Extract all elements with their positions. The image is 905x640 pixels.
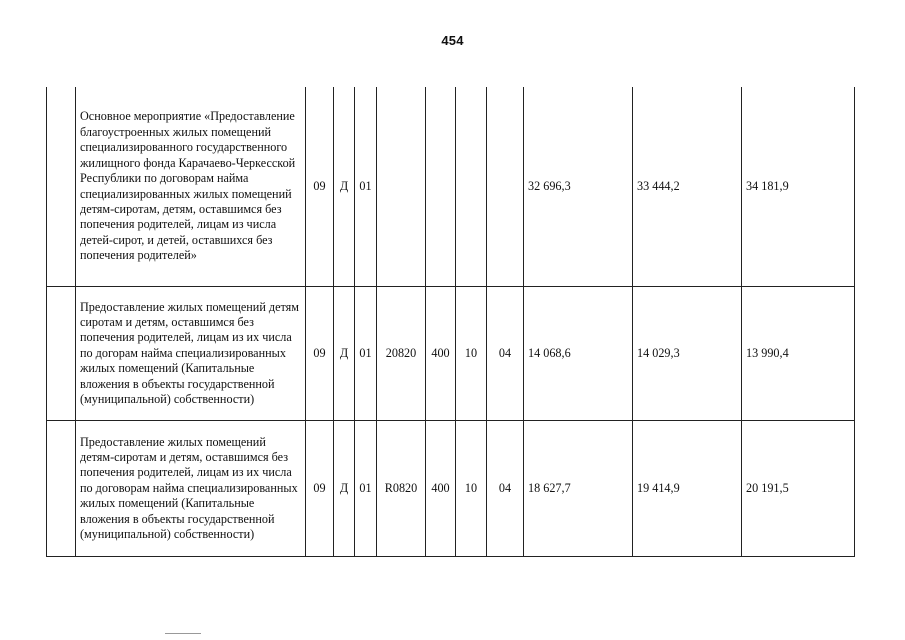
subprogram-code-cell: Д	[334, 87, 355, 287]
amount-year-3-cell: 20 191,5	[742, 421, 855, 557]
table-row	[47, 421, 855, 557]
direction-code-cell	[377, 87, 426, 287]
measure-name-cell: Предоставление жилых помещений детям-сиротам и детям, оставшимся без попечения родителей, лицам из их числа по договорам найма специализированных жилых помещений (Капитальные вложения в объекты государственной (муниципальной) собственности)	[76, 421, 306, 557]
table-row	[47, 87, 855, 287]
section-code-cell: 10	[456, 287, 487, 421]
amount-year-2-cell: 14 029,3	[633, 287, 742, 421]
main-measure-code-cell: 01	[355, 87, 377, 287]
measure-name-cell: Предоставление жилых помещений детям сиротам и детям, оставшимся без попечения родителей, лицам из их числа по догорам найма специализированных жилых помещений (Капитальные вложения в объекты государственной (муниципальной) собственности)	[76, 287, 306, 421]
amount-year-2-cell: 19 414,9	[633, 421, 742, 557]
amount-year-1-cell: 14 068,6	[524, 287, 633, 421]
page-number: 454	[441, 33, 464, 48]
budget-table	[46, 87, 855, 557]
subsection-code-cell: 04	[487, 421, 524, 557]
direction-code-cell: 20820	[377, 287, 426, 421]
blank-cell	[47, 421, 76, 557]
amount-year-1-cell: 32 696,3	[524, 87, 633, 287]
direction-code-cell: R0820	[377, 421, 426, 557]
expense-type-code-cell: 400	[426, 421, 456, 557]
expense-type-code-cell	[426, 87, 456, 287]
amount-year-3-cell: 34 181,9	[742, 87, 855, 287]
grbs-code-cell: 09	[306, 287, 334, 421]
subprogram-code-cell: Д	[334, 287, 355, 421]
amount-year-3-cell: 13 990,4	[742, 287, 855, 421]
grbs-code-cell: 09	[306, 87, 334, 287]
grbs-code-cell: 09	[306, 421, 334, 557]
scan-artifact-line	[165, 633, 201, 634]
amount-year-1-cell: 18 627,7	[524, 421, 633, 557]
main-measure-code-cell: 01	[355, 287, 377, 421]
measure-name-cell: Основное мероприятие «Предоставление благоустроенных жилых помещений специализированного государственного жилищного фонда Карачаево-Черкесской Республики по договорам найма специализированных жилых помещений детям-сиротам, детям, оставшимся без попечения родителей, лицам из числа детей-сирот, и детей, оставшихся без попечения родителей»	[76, 87, 306, 287]
table-row	[47, 287, 855, 421]
blank-cell	[47, 287, 76, 421]
subsection-code-cell: 04	[487, 287, 524, 421]
subsection-code-cell	[487, 87, 524, 287]
blank-cell	[47, 87, 76, 287]
amount-year-2-cell: 33 444,2	[633, 87, 742, 287]
section-code-cell	[456, 87, 487, 287]
main-measure-code-cell: 01	[355, 421, 377, 557]
subprogram-code-cell: Д	[334, 421, 355, 557]
expense-type-code-cell: 400	[426, 287, 456, 421]
section-code-cell: 10	[456, 421, 487, 557]
